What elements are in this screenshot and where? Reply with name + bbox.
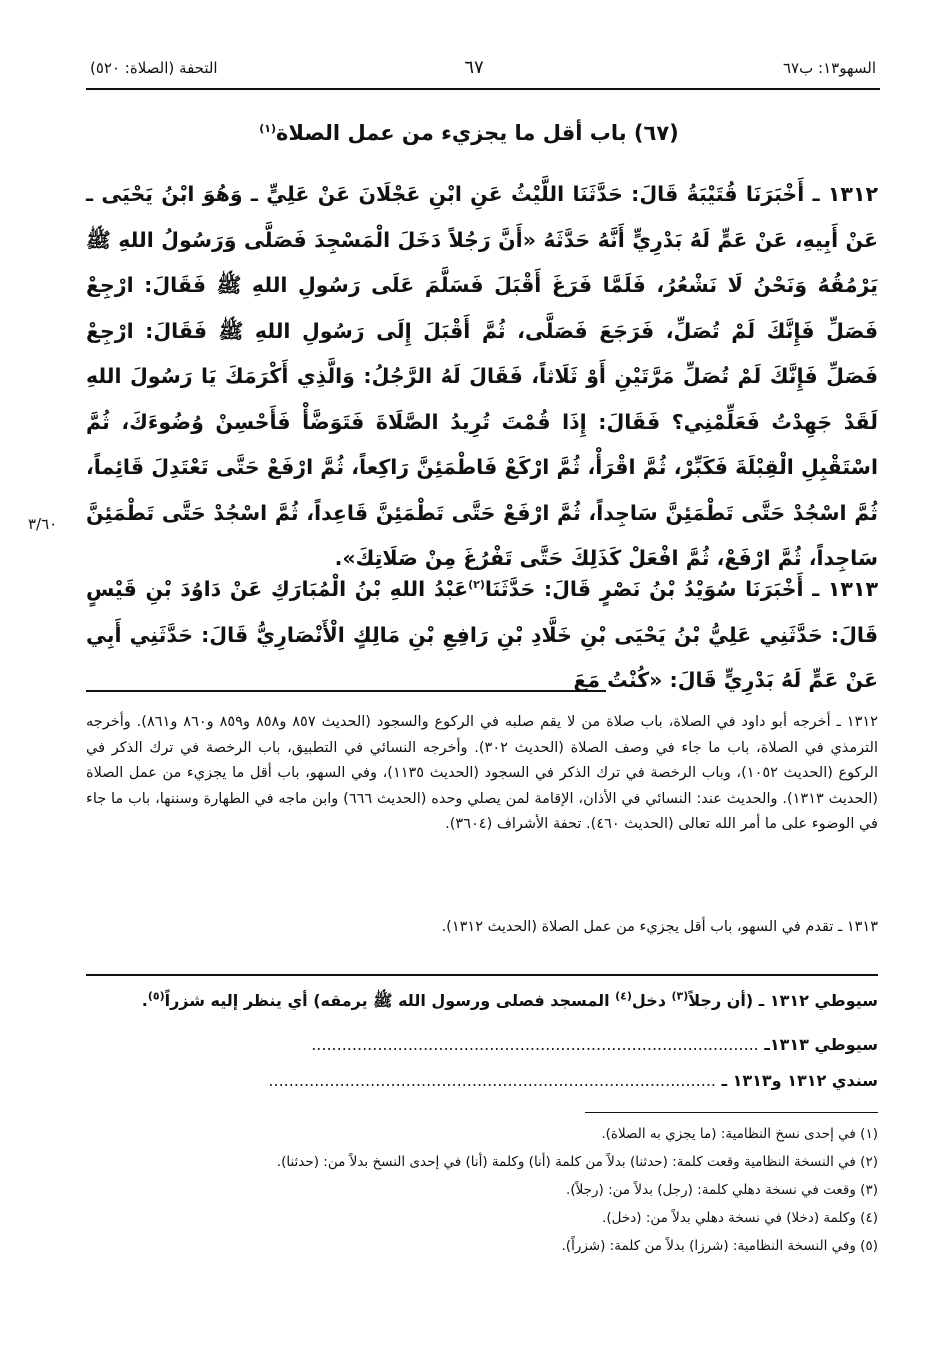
- footnote-4: (٤) وكلمة (دخلا) في نسخة دهلي بدلاً من: (دخل).: [602, 1210, 878, 1226]
- takhrij-1313: ١٣١٣ ـ تقدم في السهو، باب أقل يجزيء من عمل الصلاة (الحديث ١٣١٢).: [441, 919, 878, 935]
- running-header-left: التحفة (الصلاة: ٥٢٠): [90, 59, 218, 77]
- chapter-title: [100, 118, 838, 148]
- commentary-sindi: [86, 1068, 878, 1094]
- hadith-text-b: عَبْدُ اللهِ بْنُ الْمُبَارَكِ عَنْ دَاوُدَ بْنِ قَيْسٍ قَالَ: حَدَّثَنِي عَلِيُّ بْنُ يَحْيَى بْنِ خَلَّادِ بْنِ رَافِعِ بْنِ مَالِكٍ الْأَنْصَارِيُّ قَالَ: حَدَّثَنِي أَبِي عَنْ عَمٍّ لَهُ بَدْرِيٍّ قَالَ: «كُنْتُ مَعَ: [86, 577, 878, 692]
- hadith-number: ١٣١٢ ـ: [812, 182, 878, 206]
- hadith-number: ١٣١٣ ـ: [812, 577, 878, 601]
- header-divider: [86, 88, 880, 90]
- footnote-ref-4: (٤): [615, 989, 632, 1003]
- margin-volume-page: ٣/٦٠: [28, 515, 58, 533]
- sources-divider: [86, 690, 606, 692]
- footnote-5: (٥) وفي النسخة النظامية: (شرزا) بدلاً من كلمة: (شزراً).: [561, 1238, 878, 1254]
- commentary-label: سيوطي ١٣١٣ـ: [764, 1035, 878, 1054]
- hadith-text: أَخْبَرَنَا قُتَيْبَةُ قَالَ: حَدَّثَنَا اللَّيْثُ عَنِ ابْنِ عَجْلَانَ عَنْ عَلِيٍّ ـ وَهُوَ ابْنُ يَحْيَى ـ عَنْ أَبِيهِ، عَنْ عَمٍّ لَهُ بَدْرِيٍّ أَنَّهُ حَدَّثَهُ «أَنَّ رَجُلاً دَخَلَ الْمَسْجِدَ فَصَلَّى وَرَسُولُ اللهِ ﷺ يَرْمُقُهُ وَنَحْنُ لَا نَشْعُرُ، فَلَمَّا فَرَغَ أَقْبَلَ فَسَلَّمَ عَلَى رَسُولِ اللهِ ﷺ فَقَالَ: ارْجِعْ فَصَلِّ فَإِنَّكَ لَمْ تُصَلِّ، فَرَجَعَ فَصَلَّى، ثُمَّ أَقْبَلَ إِلَى رَسُولِ اللهِ ﷺ فَقَالَ: ارْجِعْ فَصَلِّ فَإِنَّكَ لَمْ تُصَلِّ مَرَّتَيْنِ أَوْ ثَلَاثاً، فَقَالَ لَهُ الرَّجُلُ: وَالَّذِي أَكْرَمَكَ يَا رَسُولَ اللهِ لَقَدْ جَهِدْتُ فَعَلِّمْنِي؟ فَقَالَ: إِذَا قُمْتَ تُرِيدُ الصَّلَاةَ فَتَوَضَّأْ فَأَحْسِنْ وُضُوءَكَ، ثُمَّ اسْتَقْبِلِ الْقِبْلَةَ فَكَبِّرْ، ثُمَّ اقْرَأْ، ثُمَّ ارْكَعْ فَاطْمَئِنَّ رَاكِعاً، ثُمَّ ارْفَعْ حَتَّى تَعْتَدِلَ قَائِماً، ثُمَّ اسْجُدْ حَتَّى تَطْمَئِنَّ سَاجِداً، ثُمَّ ارْفَعْ حَتَّى تَطْمَئِنَّ قَاعِداً، ثُمَّ اسْجُدْ حَتَّى تَطْمَئِنَّ سَاجِداً، ثُمَّ ارْفَعْ، ثُمَّ افْعَلْ كَذَلِكَ حَتَّى تَفْرُغَ مِنْ صَلَاتِكَ».: [86, 182, 878, 570]
- commentary-suyuti-1313: [86, 1032, 878, 1058]
- hadith-1313: [86, 567, 878, 692]
- takhrij-1312: ١٣١٢ ـ أخرجه أبو داود في الصلاة، باب صلاة من لا يقم صلبه في الركوع والسجود (الحديث ٨٥٧ و٨٥٨ و٨٥٩ و٨٦٠ و٨٦١). وأخرجه الترمذي في الصلاة، باب ما جاء في وصف الصلاة (الحديث ٣٠٢). وأخرجه النسائي في التطبيق، باب الرخصة في ترك الذكر في الركوع (الحديث ١٠٥٢)، وباب الرخصة في ترك الذكر في السجود (الحديث ١١٣٥)، وفي السهو، باب أقل ما يجزيء من عمل الصلاة (الحديث ١٣١٣). والحديث عند: النسائي في الأذان، الإقامة لمن يصلي وحده (الحديث ٦٦٦) وابن ماجه في الطهارة وسننها، باب ما جاء في الوضوء على ما أمر الله تعالى (الحديث ٤٦٠). تحفة الأشراف (٣٦٠٤).: [86, 714, 878, 833]
- page-number: ٦٧: [464, 57, 484, 78]
- chapter-title-text: (٦٧) باب أقل ما يجزيء من عمل الصلاة: [276, 121, 679, 145]
- footnote-ref-2: (٢): [468, 578, 485, 592]
- running-header-right: السهو١٣: ب٦٧: [783, 59, 876, 77]
- footnote-1: (١) في إحدى نسخ النظامية: (ما يجزي به الصلاة).: [601, 1126, 878, 1142]
- footnote-ref-3: (٣): [671, 989, 689, 1003]
- commentary-text: دخل: [631, 991, 672, 1010]
- dotted-leader: ........................................................................................: [311, 1035, 759, 1054]
- footnotes: [86, 1120, 878, 1260]
- footnote-3: (٣) وقعت في نسخة دهلي كلمة: (رجل) بدلاً من: (رجلاً).: [566, 1182, 878, 1198]
- commentary-divider: [86, 974, 878, 976]
- hadith-text-a: أَخْبَرَنَا سُوَيْدُ بْنُ نَصْرٍ قَالَ: حَدَّثَنَا: [484, 577, 804, 601]
- commentary-label: سندي ١٣١٢ و١٣١٣ ـ: [721, 1071, 878, 1090]
- commentary-text: .: [141, 991, 148, 1010]
- commentary-text: سيوطي ١٣١٢ ـ (أن رجلاً: [688, 991, 878, 1010]
- footnotes-divider: [585, 1112, 878, 1113]
- dotted-leader: ........................................................................................: [268, 1071, 716, 1090]
- footnote-ref-1: (١): [259, 122, 277, 135]
- commentary-suyuti-1312: [86, 988, 878, 1014]
- commentary-text: المسجد فصلى ورسول الله ﷺ يرمقه) أي ينظر إليه شزراً: [164, 991, 616, 1010]
- footnote-ref-5: (٥): [147, 989, 165, 1003]
- hadith-1312: [86, 172, 878, 570]
- footnote-2: (٢) في النسخة النظامية وقعت كلمة: (حدثنا) بدلاً من كلمة (أنا) وكلمة (أنا) في إحدى النسخ بدلاً من: (حدثنا).: [276, 1154, 878, 1170]
